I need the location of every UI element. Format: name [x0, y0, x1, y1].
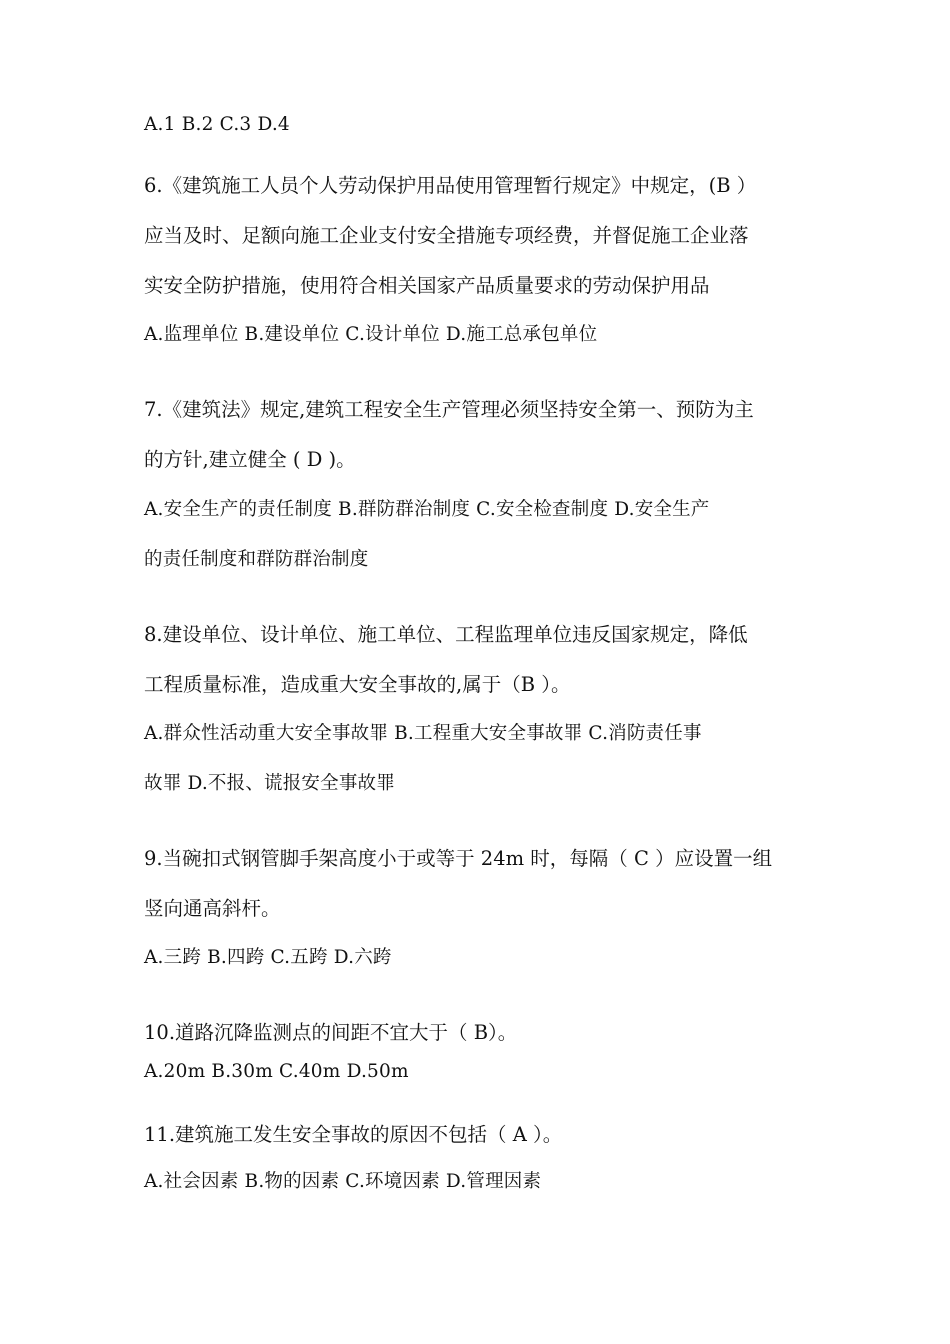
q7-stem-line-2: 的方针,建立健全 ( D )。: [144, 448, 356, 471]
q7-options-line-1: A.安全生产的责任制度 B.群防群治制度 C.安全检查制度 D.安全生产: [144, 499, 710, 520]
q6-stem-line-3: 实安全防护措施，使用符合相关国家产品质量要求的劳动保护用品: [144, 274, 710, 297]
q8-stem-line-2: 工程质量标准，造成重大安全事故的,属于（B ）。: [144, 673, 571, 696]
q5-options: A.1 B.2 C.3 D.4: [144, 114, 290, 135]
q7-options-line-2: 的责任制度和群防群治制度: [144, 549, 369, 570]
q7-stem-line-1: 7.《建筑法》规定,建筑工程安全生产管理必须坚持安全第一、预防为主: [144, 398, 754, 421]
q6-stem-line-2: 应当及时、足额向施工企业支付安全措施专项经费，并督促施工企业落: [144, 224, 749, 247]
q10-stem: 10.道路沉降监测点的间距不宜大于（ B）。: [144, 1021, 518, 1044]
q8-stem-line-1: 8.建设单位、设计单位、施工单位、工程监理单位违反国家规定，降低: [144, 623, 748, 646]
q8-options-line-2: 故罪 D.不报、谎报安全事故罪: [144, 773, 395, 794]
q11-options: A.社会因素 B.物的因素 C.环境因素 D.管理因素: [144, 1171, 542, 1192]
q9-stem-line-2: 竖向通高斜杆。: [144, 897, 281, 920]
q6-options: A.监理单位 B.建设单位 C.设计单位 D.施工总承包单位: [144, 324, 598, 345]
q11-stem: 11.建筑施工发生安全事故的原因不包括（ A ）。: [144, 1123, 563, 1146]
q10-options: A.20m B.30m C.40m D.50m: [144, 1061, 409, 1082]
q8-options-line-1: A.群众性活动重大安全事故罪 B.工程重大安全事故罪 C.消防责任事: [144, 723, 702, 744]
q9-options: A.三跨 B.四跨 C.五跨 D.六跨: [144, 947, 392, 968]
q6-stem-line-1: 6.《建筑施工人员个人劳动保护用品使用管理暂行规定》中规定，(B ）: [144, 174, 757, 197]
q9-stem-line-1: 9.当碗扣式钢管脚手架高度小于或等于 24m 时，每隔（ C ）应设置一组: [144, 847, 773, 870]
